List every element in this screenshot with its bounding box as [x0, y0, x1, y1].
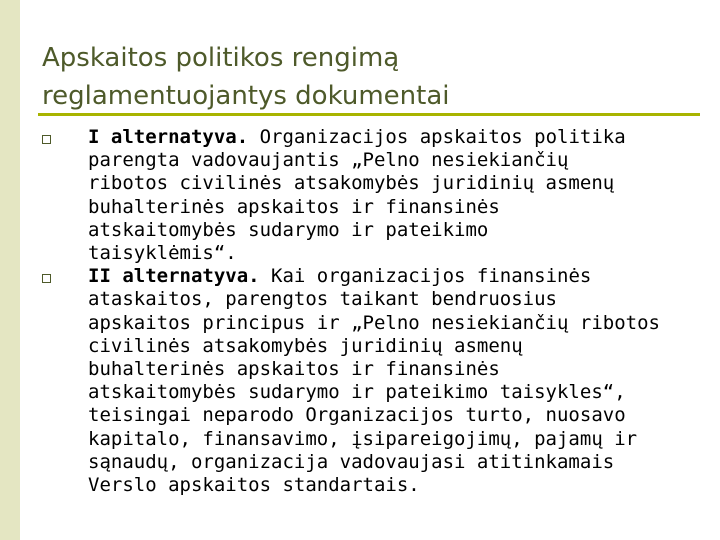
item-line: apskaitos principus ir „Pelno nesiekiančių ribotos — [88, 311, 660, 334]
item-text: Organizacijos apskaitos politika — [248, 126, 626, 148]
item-line: atskaitomybės sudarymo ir pateikimo — [88, 218, 489, 241]
item-line — [88, 126, 702, 149]
square-bullet-icon — [42, 135, 51, 144]
slide-title-line-1: Apskaitos politikos rengimą — [42, 43, 400, 74]
item-lead: II alternatyva. — [88, 265, 260, 288]
list-item-alternative-1 — [42, 126, 702, 265]
item-line: sąnaudų, organizacija vadovaujasi atitinkamais — [88, 450, 615, 473]
item-line: buhalterinės apskaitos ir finansinės — [88, 195, 500, 218]
item-line: atskaitomybės sudarymo ir pateikimo taisykles“, — [88, 381, 626, 404]
item-text: Kai organizacijos finansinės — [259, 265, 592, 288]
item-line: Verslo apskaitos standartais. — [88, 474, 420, 497]
item-line — [88, 265, 702, 288]
slide-title — [42, 39, 682, 115]
item-line: buhalterinės apskaitos ir finansinės — [88, 358, 500, 381]
item-line: taisyklėmis“. — [88, 242, 237, 265]
title-underline — [38, 113, 700, 116]
item-line: civilinės atsakomybės juridinių asmenų — [88, 334, 523, 357]
item-lead: I alternatyva. — [88, 126, 249, 148]
item-line: ribotos civilinės atsakomybės juridinių asmenų — [88, 172, 615, 195]
item-line: kapitalo, finansavimo, įsipareigojimų, pajamų ir — [88, 427, 638, 450]
square-bullet-icon — [42, 274, 51, 283]
item-line: ataskaitos, parengtos taikant bendruosius — [88, 288, 557, 311]
list-item-alternative-2 — [42, 265, 702, 497]
slide-title-line-2: reglamentuojantys dokumentai — [42, 81, 450, 112]
bullet-list — [42, 126, 702, 497]
item-line: parengta vadovaujantis „Pelno nesiekiančių — [88, 149, 569, 172]
slide-side-bar — [0, 0, 20, 540]
item-line: teisingai neparodo Organizacijos turto, nuosavo — [88, 404, 626, 427]
